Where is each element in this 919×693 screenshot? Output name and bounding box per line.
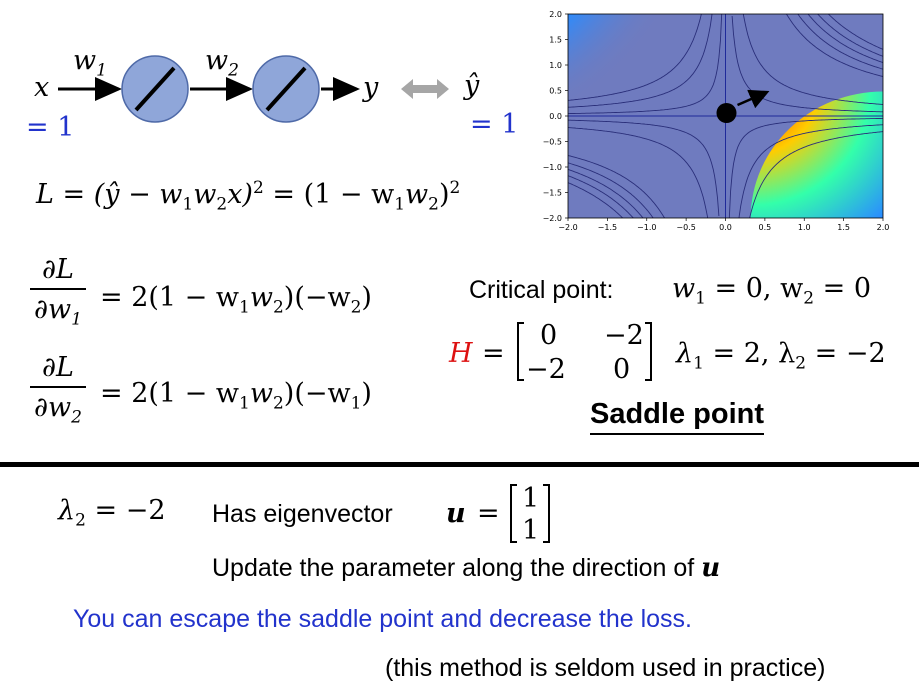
input-value: = 1 — [26, 112, 75, 143]
y-tick-label: −0.5 — [542, 137, 562, 147]
dL-dw2-fraction: ∂L $\partial w_2$ — [30, 354, 86, 426]
y-tick-label: −2.0 — [542, 214, 562, 223]
dL-dw1-fraction: ∂L $\partial w_1$ — [30, 256, 86, 328]
seldom-used-note: (this method is seldom used in practice) — [385, 654, 826, 682]
eigenvalues: $\lambda_1 = 2$, $\lambda_2 = -2$ — [676, 338, 886, 374]
saddle-point-marker — [717, 103, 737, 123]
y-tick-label: 2.0 — [549, 10, 562, 19]
lambda2-value: $\lambda_2 = -2$ — [58, 495, 166, 531]
saddle-point-label: Saddle point — [590, 398, 764, 435]
hessian-m12: −2 — [604, 320, 644, 351]
target-yhat: ŷ — [464, 70, 480, 101]
has-eigenvector-label: Has eigenvector — [212, 500, 393, 528]
hessian-m21: −2 — [526, 354, 566, 385]
critical-point-equation: $w_1 = 0$, $w_2 = 0$ — [672, 273, 871, 309]
output-y: y — [363, 72, 379, 103]
target-value: = 1 — [470, 109, 519, 140]
y-tick-label: 0.5 — [549, 86, 562, 96]
x-tick-label: 1.0 — [797, 223, 811, 232]
hessian-equals: = — [482, 338, 505, 369]
y-tick-label: 1.0 — [549, 61, 562, 70]
eigenvector-equals: = — [477, 498, 500, 529]
dL-dw1-expression: = $2(1 - w_1w_2)(-w_2)$ — [100, 282, 372, 318]
x-tick-label: 1.5 — [837, 223, 850, 232]
x-tick-label: 0.0 — [719, 223, 732, 232]
y-tick-label: −1.5 — [542, 188, 562, 198]
x-tick-label: 0.5 — [758, 223, 772, 232]
section-divider — [0, 462, 919, 467]
eigenvector-u: u — [446, 498, 466, 529]
loss-equation: L = (ŷ − $w_1w_2x)^2 = (1 - w_1w_2)^2$ — [36, 178, 461, 215]
x-tick-label: −1.5 — [597, 223, 618, 232]
y-tick-label: 1.5 — [549, 35, 562, 45]
x-tick-label: −0.5 — [676, 223, 696, 232]
critical-point-label: Critical point: — [469, 276, 614, 304]
input-x: x — [34, 72, 50, 103]
eigenvector-u1: 1 — [522, 483, 540, 514]
x-tick-label: −2.0 — [558, 223, 578, 232]
y-tick-label: −1.0 — [542, 163, 562, 172]
hessian-m11: 0 — [540, 320, 558, 351]
x-tick-label: −1.0 — [637, 223, 657, 232]
weight1-label: $w_1$ — [73, 45, 107, 81]
y-tick-label: 0.0 — [549, 112, 562, 121]
hessian-m22: 0 — [613, 354, 631, 385]
weight2-label: $w_2$ — [205, 45, 239, 81]
x-tick-label: 2.0 — [876, 223, 890, 232]
update-direction-text: Update the parameter along the direction of u — [212, 553, 721, 583]
escape-saddle-text: You can escape the saddle point and decrease the loss. — [73, 605, 692, 633]
eigenvector-u2: 1 — [522, 515, 540, 546]
hessian-symbol: H — [449, 338, 473, 369]
dL-dw2-expression: = $2(1 - w_1w_2)(-w_1)$ — [100, 378, 372, 414]
